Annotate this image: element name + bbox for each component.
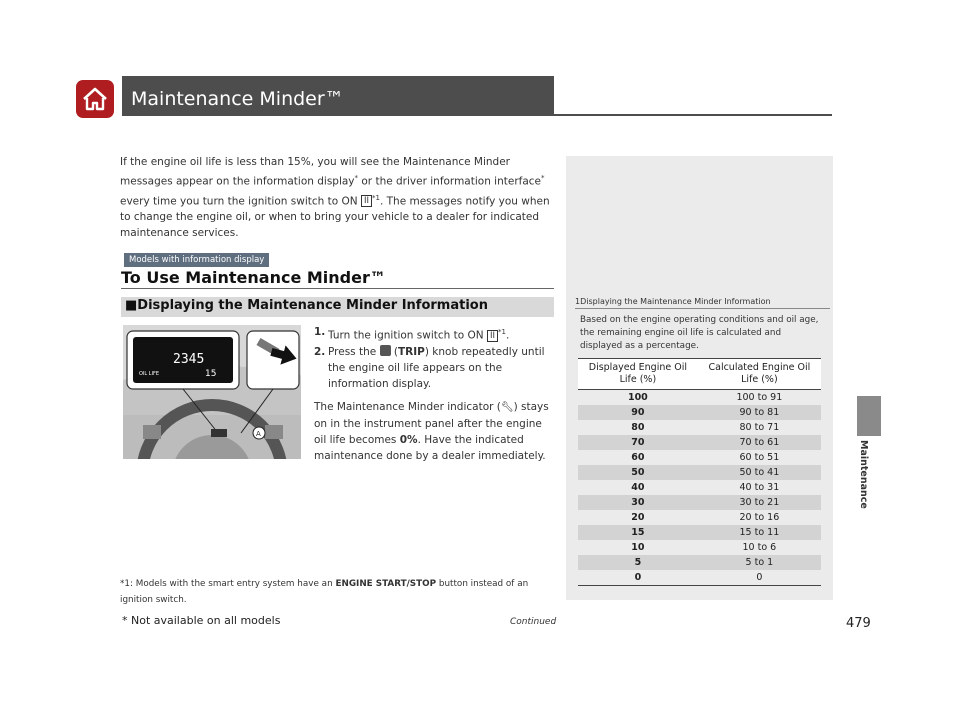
footnote-ref[interactable]: *1 bbox=[371, 193, 380, 202]
intro-text-1: If the engine oil life is less than 15%, you will see the Maintenance Minder messages appear on the information display bbox=[120, 156, 511, 188]
intro-text-3: every time you turn the ignition switch to ON bbox=[120, 195, 361, 207]
step-text: Turn the ignition switch to ON II $^{*1}$. bbox=[328, 328, 510, 342]
chapter-tab[interactable] bbox=[857, 396, 881, 436]
intro-asterisk-2: * bbox=[541, 174, 545, 182]
title-rule bbox=[122, 114, 832, 116]
side-note-body: Based on the engine operating conditions and oil age, the remaining engine oil life is calculated and displayed as a percentage. bbox=[580, 315, 819, 351]
table-row: 80 80 to 71 bbox=[631, 422, 780, 433]
home-button[interactable] bbox=[76, 80, 114, 118]
table-row: 0 0 bbox=[578, 570, 821, 586]
figure-callout: A bbox=[256, 430, 261, 438]
intro-text-2: or the driver information interface bbox=[358, 175, 542, 188]
trip-display-value: 2345 bbox=[173, 352, 205, 367]
page-title: Maintenance Minder™ bbox=[131, 88, 344, 110]
ignition-on-key-icon: II bbox=[361, 195, 372, 207]
step-2 bbox=[314, 344, 554, 392]
table-row: 60 60 to 51 bbox=[631, 452, 780, 463]
engine-start-stop-label: ENGINE START/STOP bbox=[335, 579, 437, 589]
table-row: 50 50 to 41 bbox=[578, 465, 821, 480]
intro-asterisk-1: * bbox=[354, 174, 359, 182]
section-title: To Use Maintenance Minder™ bbox=[121, 268, 386, 287]
indicator-description: The Maintenance Minder indicator (🔧︎) stays on in the instrument panel after the engine oil life becomes 0%. Have the indicated maintenance done by a dealer immediately. bbox=[314, 401, 549, 462]
oil-life-value: 15 bbox=[205, 369, 217, 379]
trip-knob-icon bbox=[380, 345, 391, 356]
page-number: 479 bbox=[846, 616, 871, 631]
footnote-ref[interactable]: *1 bbox=[497, 328, 506, 336]
intro-text-4: . The messages notify you when to change the engine oil, or when to bring your vehicle to a dealer for indicated maintenance services. bbox=[120, 195, 550, 239]
subsection-title: ■Displaying the Maintenance Minder Information bbox=[125, 298, 488, 313]
step-text: Press the (TRIP) knob repeatedly until the engine oil life appears on the information display. bbox=[328, 345, 545, 390]
intro-paragraph bbox=[120, 154, 552, 241]
table-row: 90 90 to 81 bbox=[578, 405, 821, 420]
step-1 bbox=[314, 324, 554, 344]
zero-percent: 0% bbox=[399, 434, 418, 446]
table-row: 40 40 to 31 bbox=[631, 482, 780, 493]
step-number: 2. bbox=[314, 345, 326, 358]
table-row: 30 30 to 21 bbox=[578, 495, 821, 510]
table-header-calculated: Calculated Engine Oil Life (%) bbox=[698, 359, 821, 390]
table-row: 10 10 to 6 bbox=[631, 542, 777, 553]
step-number: 1. bbox=[314, 326, 326, 338]
table-row: 20 20 to 16 bbox=[631, 512, 780, 523]
section-rule bbox=[121, 288, 554, 289]
chapter-label: Maintenance bbox=[858, 440, 869, 509]
ignition-on-key-icon: II bbox=[487, 330, 498, 342]
procedure-steps bbox=[314, 324, 554, 392]
table-row: 100 100 to 91 bbox=[627, 392, 783, 403]
table-row: 15 15 to 11 bbox=[578, 525, 821, 540]
wrench-icon: 🔧︎ bbox=[500, 402, 514, 413]
table-header-displayed: Displayed Engine Oil Life (%) bbox=[578, 359, 698, 390]
footnote: *1: Models with the smart entry system have an ENGINE START/STOP button instead of an ignition switch. bbox=[120, 579, 529, 605]
home-icon bbox=[76, 80, 114, 118]
instrument-panel-illustration bbox=[123, 325, 301, 459]
side-note-rule bbox=[575, 308, 830, 309]
model-tag: Models with information display bbox=[124, 253, 269, 267]
table-row: 70 70 to 61 bbox=[578, 435, 821, 450]
oil-life-label: OIL LIFE bbox=[139, 371, 160, 377]
side-note-heading: 1Displaying the Maintenance Minder Information bbox=[575, 297, 771, 306]
availability-note: * Not available on all models bbox=[122, 614, 281, 627]
oil-life-table bbox=[578, 358, 821, 586]
table-row: 5 5 to 1 bbox=[578, 555, 821, 570]
continued-label: Continued bbox=[510, 617, 557, 627]
trip-knob-label: TRIP bbox=[397, 345, 425, 358]
